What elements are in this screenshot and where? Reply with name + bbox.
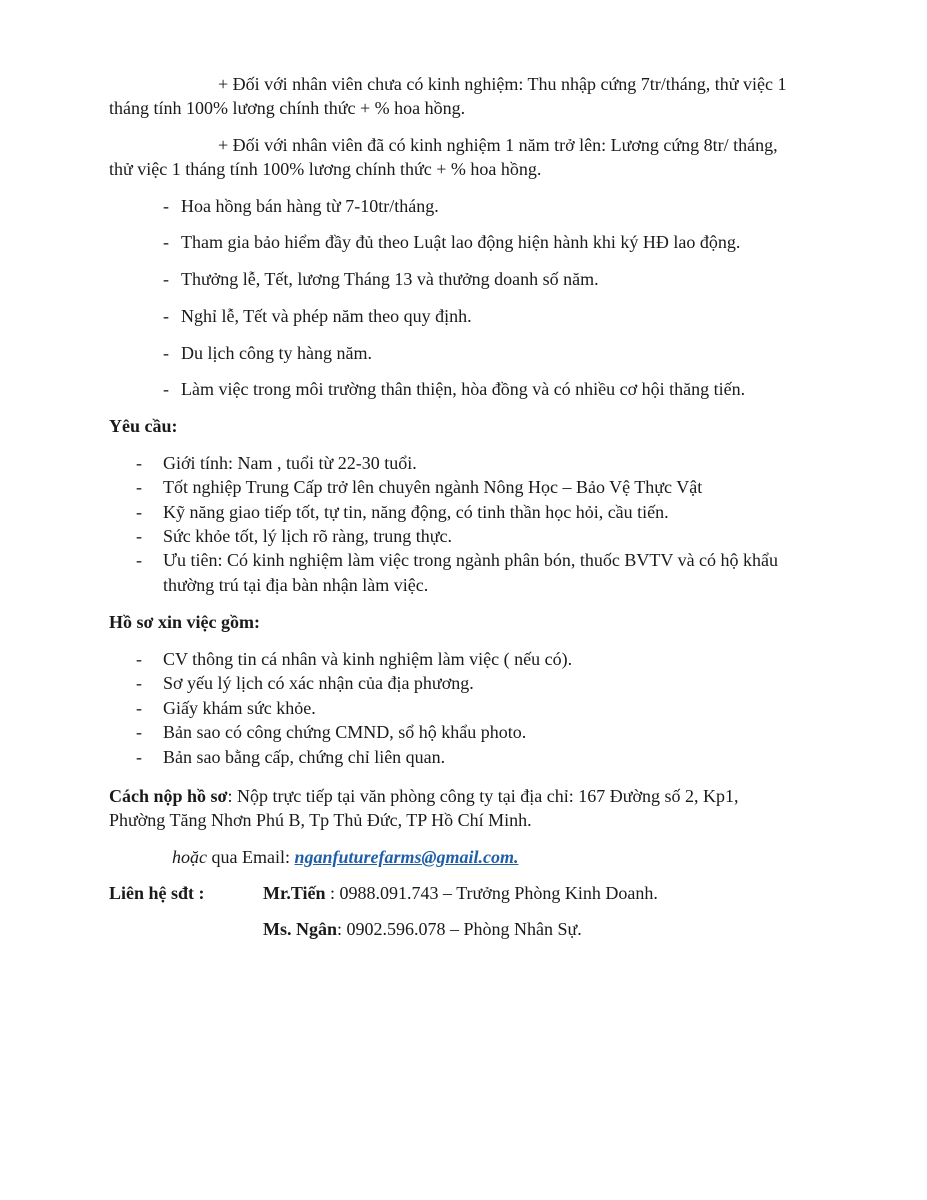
submission-line-2: Phường Tăng Nhơn Phú B, Tp Thủ Đức, TP Hồ Chí Minh.: [109, 810, 532, 830]
benefit-item: Nghỉ lễ, Tết và phép năm theo quy định.: [181, 306, 472, 326]
bullet-dash: -: [163, 379, 169, 399]
bullet-dash: -: [136, 550, 142, 570]
benefit-item: Làm việc trong môi trường thân thiện, hòa đồng và có nhiều cơ hội thăng tiến.: [181, 379, 746, 399]
document-item: Giấy khám sức khỏe.: [163, 698, 316, 718]
contact-person-2: [263, 917, 582, 941]
benefit-item: Hoa hồng bán hàng từ 7-10tr/tháng.: [181, 196, 439, 216]
requirement-item-continuation: thường trú tại địa bàn nhận làm việc.: [163, 575, 429, 595]
benefit-item: Thưởng lễ, Tết, lương Tháng 13 và thưởng doanh số năm.: [181, 269, 599, 289]
contact-person-2-details: : 0902.596.078 – Phòng Nhân Sự.: [337, 919, 582, 939]
submission-label: Cách nộp hồ sơ: [109, 786, 228, 806]
contact-person-1: [263, 881, 658, 905]
bullet-dash: -: [136, 502, 142, 522]
email-line: [172, 845, 519, 869]
contact-person-2-name: Ms. Ngân: [263, 919, 338, 939]
email-link[interactable]: nganfuturefarms@gmail.com.: [294, 847, 519, 867]
bullet-dash: -: [136, 526, 142, 546]
document-item: Bản sao bằng cấp, chứng chỉ liên quan.: [163, 747, 446, 767]
requirement-item: Kỹ năng giao tiếp tốt, tự tin, năng động, có tinh thần học hỏi, cầu tiến.: [163, 502, 669, 522]
bullet-dash: -: [136, 673, 142, 693]
salary-paragraph-1-line-2: tháng tính 100% lương chính thức + % hoa hồng.: [109, 98, 466, 118]
bullet-dash: -: [163, 306, 169, 326]
requirement-item: Tốt nghiệp Trung Cấp trở lên chuyên ngành Nông Học – Bảo Vệ Thực Vật: [163, 477, 703, 497]
bullet-dash: -: [136, 747, 142, 767]
requirement-item: Ưu tiên: Có kinh nghiệm làm việc trong ngành phân bón, thuốc BVTV và có hộ khẩu: [163, 550, 779, 570]
salary-paragraph-1-line-1: + Đối với nhân viên chưa có kinh nghiệm: Thu nhập cứng 7tr/tháng, thử việc 1: [218, 74, 787, 94]
documents-heading: Hồ sơ xin việc gồm:: [109, 612, 260, 632]
bullet-dash: -: [136, 698, 142, 718]
benefit-item: Du lịch công ty hàng năm.: [181, 343, 372, 363]
document-item: CV thông tin cá nhân và kinh nghiệm làm việc ( nếu có).: [163, 649, 573, 669]
bullet-dash: -: [136, 453, 142, 473]
email-prefix: qua Email:: [207, 847, 295, 867]
or-word: hoặc: [172, 847, 207, 867]
salary-paragraph-2-line-1: + Đối với nhân viên đã có kinh nghiệm 1 năm trở lên: Lương cứng 8tr/ tháng,: [218, 135, 778, 155]
contact-label: Liên hệ sđt :: [109, 883, 205, 903]
bullet-dash: -: [136, 649, 142, 669]
bullet-dash: -: [136, 722, 142, 742]
submission-line-1: [109, 784, 738, 808]
document-item: Sơ yếu lý lịch có xác nhận của địa phương.: [163, 673, 474, 693]
submission-text: : Nộp trực tiếp tại văn phòng công ty tại địa chỉ: 167 Đường số 2, Kp1,: [227, 786, 739, 806]
bullet-dash: -: [136, 477, 142, 497]
benefit-item: Tham gia bảo hiểm đầy đủ theo Luật lao động hiện hành khi ký HĐ lao động.: [181, 232, 741, 252]
bullet-dash: -: [163, 343, 169, 363]
contact-person-1-details: : 0988.091.743 – Trưởng Phòng Kinh Doanh.: [325, 883, 658, 903]
salary-paragraph-2-line-2: thử việc 1 tháng tính 100% lương chính thức + % hoa hồng.: [109, 159, 542, 179]
requirement-item: Giới tính: Nam , tuổi từ 22-30 tuổi.: [163, 453, 417, 473]
document-item: Bản sao có công chứng CMND, sổ hộ khẩu photo.: [163, 722, 527, 742]
contact-person-1-name: Mr.Tiến: [263, 883, 326, 903]
requirements-heading: Yêu cầu:: [109, 416, 178, 436]
bullet-dash: -: [163, 269, 169, 289]
bullet-dash: -: [163, 196, 169, 216]
requirement-item: Sức khỏe tốt, lý lịch rõ ràng, trung thực.: [163, 526, 452, 546]
bullet-dash: -: [163, 232, 169, 252]
